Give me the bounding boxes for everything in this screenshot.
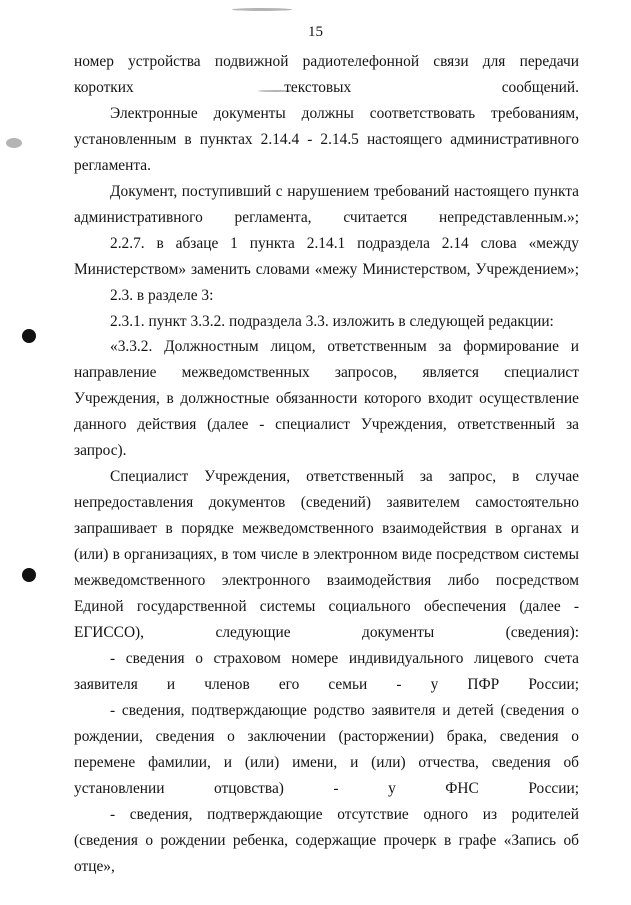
paragraph: Специалист Учреждения, ответственный за запрос, в случае непредоставления документов (сведений) заявителем самостоятельно запрашивает в порядке межведомственного взаимодействия в органах и (или) в организациях, в том числе в электронном виде посредством системы межведомственного электронного взаимодействия либо посредством Единой государственной системы социального обеспечения (далее - ЕГИССО), следующие документы (сведения): [74, 468, 579, 641]
paragraph: - сведения о страховом номере индивидуального лицевого счета заявителя и членов его семьи - у ПФР России; [74, 649, 579, 693]
page-number: 15 [308, 24, 323, 40]
paragraph: 2.2.7. в абзаце 1 пункта 2.14.1 подраздела 2.14 слова «между Министерством» заменить словами «межу Министерством, Учреждением»; [74, 234, 579, 278]
paragraph: Документ, поступивший с нарушением требований настоящего пункта административного регламента, считается непредставленным.»; [74, 182, 579, 226]
paragraph: - сведения, подтверждающие родство заявителя и детей (сведения о рождении, сведения о заключении (расторжении) брака, сведения о перемене фамилии, и (или) имени, и (или) отчества, сведения об установлении отцовства) - у ФНС России; [74, 701, 579, 797]
document-body [74, 49, 579, 880]
paragraph: 2.3.1. пункт 3.3.2. подраздела 3.3. изложить в следующей редакции: [110, 312, 554, 330]
paragraph: - сведения, подтверждающие отсутствие одного из родителей (сведения о рождении ребенка, содержащие прочерк в графе «Запись об отце», [74, 805, 579, 875]
binder-hole-mark [22, 329, 36, 343]
paragraph: Электронные документы должны соответствовать требованиям, установленным в пунктах 2.14.4 - 2.14.5 настоящего административного регламента. [74, 104, 579, 174]
scan-noise [6, 138, 22, 148]
paragraph: номер устройства подвижной радиотелефонной связи для передачи коротких текстовых сообщений. [74, 53, 579, 96]
scan-noise [232, 8, 292, 11]
paragraph: 2.3. в разделе 3: [110, 286, 214, 304]
binder-hole-mark [22, 568, 36, 582]
paragraph: «3.3.2. Должностным лицом, ответственным за формирование и направление межведомственных запросов, является специалист Учреждения, в должностные обязанности которого входит осуществление данного действия (далее - специалист Учреждения, ответственный за запрос). [74, 338, 579, 460]
